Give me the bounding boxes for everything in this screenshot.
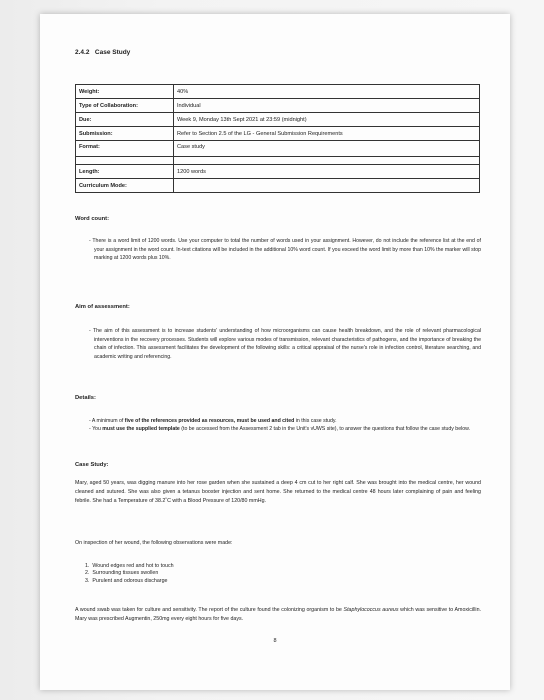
section-title — [75, 49, 130, 56]
template-requirement: must use the supplied template — [102, 426, 180, 432]
row-value: 40% — [174, 85, 480, 99]
aim-heading: Aim of assessment: — [75, 304, 130, 310]
table-row — [76, 141, 480, 157]
row-value — [174, 179, 480, 193]
wound-swab-paragraph: A wound swab was taken for culture and sensitivity. The report of the culture found the colonizing organism to be Staphylococcus aureus which was sensitive to Amoxicillin. Mary was prescribed Augmentin, 250mg every eight hours for five days. — [75, 607, 481, 622]
organism-name: Staphylococcus aureus — [343, 607, 399, 613]
page-number: 8 — [273, 638, 277, 644]
word-count-bullet: - There is a word limit of 1200 words. Use your computer to total the number of words used in your assignment. However, do not include the reference list at the end of your assignment in the word count. In-text citations will be included in the additional 10% word count. If you exceed the word limit by more than 10% the marker will stop marking at 1200 words plus 10%. — [89, 238, 481, 262]
observation-list — [85, 563, 174, 585]
table-row — [76, 113, 480, 127]
table-row — [76, 99, 480, 113]
references-requirement: five of the references provided as resources, must be used and cited — [124, 418, 295, 424]
word-count-heading: Word count: — [75, 216, 110, 222]
row-value: 1200 words — [174, 165, 480, 179]
row-value: Week 9, Monday 13th Sept 2021 at 23:59 (midnight) — [174, 113, 480, 127]
document-page — [40, 14, 510, 690]
list-item: 3. Purulent and odorous discharge — [85, 577, 168, 584]
section-heading: Case Study — [94, 49, 131, 56]
assessment-details-table — [75, 84, 480, 193]
row-value: Refer to Section 2.5 of the LG - General Submission Requirements — [174, 127, 480, 141]
section-number: 2.4.2 — [75, 49, 90, 56]
list-item: 2. Surrounding tissues swollen — [85, 570, 159, 577]
row-key: Format: — [76, 141, 174, 157]
case-study-heading: Case Study: — [75, 462, 109, 468]
aim-bullet: - The aim of this assessment is to increase students' understanding of how microorganisms can cause health breakdown, and the role of relevant pharmacological interventions in the recovery processes. Students will explore various modes of transmission, relevant characteristics of pathogens, and the importance of breaking the chain of infection. This assessment facilitates the development of the following skills: a critical appraisal of the nurse's role in infection control, literature searching, and academic writing and referencing. — [89, 328, 481, 360]
details-bullet-references: - A minimum of five of the references provided as resources, must be used and cited in this case study. — [89, 418, 337, 424]
row-key: Curriculum Mode: — [76, 179, 174, 193]
row-key: Weight: — [76, 85, 174, 99]
row-key: Due: — [76, 113, 174, 127]
table-row — [76, 179, 480, 193]
aim-text: The aim of this assessment is to increase students' understanding of how microorganisms can cause health breakdown, and the role of relevant pharmacological interventions in the recovery processes. Students will explore various modes of transmission, relevant characteristics of pathogens, and the importance of breaking the chain of infection. This assessment facilitates the development of the following skills: a critical appraisal of the nurse's role in infection control, literature searching, and academic writing and referencing. — [92, 328, 481, 360]
row-key: Submission: — [76, 127, 174, 141]
case-study-paragraph: Mary, aged 50 years, was digging manure into her rose garden when she sustained a deep 4 cm cut to her right calf. She was brought into the medical centre, her wound cleaned and sutured. She was also given a tetanus booster injection and sent home. She returned to the medical centre 48 hours later complaining of pain and feeling febrile. She had a Temperature of 38.2˚C with a Blood Pressure of 120/80 mmHg. — [75, 480, 481, 504]
table-row — [76, 165, 480, 179]
word-count-text: There is a word limit of 1200 words. Use your computer to total the number of words used in your assignment. However, do not include the reference list at the end of your assignment in the word count. In-text citations will be included in the additional 10% word count. If you exceed the word limit by more than 10% the marker will stop marking at 1200 words plus 10%. — [92, 238, 481, 262]
details-heading: Details: — [75, 395, 96, 401]
row-key: Length: — [76, 165, 174, 179]
row-value: Case study — [174, 141, 480, 157]
inspection-intro: On inspection of her wound, the following observations were made: — [75, 540, 233, 546]
row-key: Type of Collaboration: — [76, 99, 174, 113]
list-item: 1. Wound edges red and hot to touch — [85, 563, 174, 569]
details-bullet-template: - You must use the supplied template (to be accessed from the Assessment 2 tab in the Unit's vUWS site), to answer the questions that follow the case study below. — [89, 426, 471, 432]
table-spacer-row — [76, 157, 480, 165]
table-row — [76, 127, 480, 141]
row-value: Individual — [174, 99, 480, 113]
table-row — [76, 85, 480, 99]
